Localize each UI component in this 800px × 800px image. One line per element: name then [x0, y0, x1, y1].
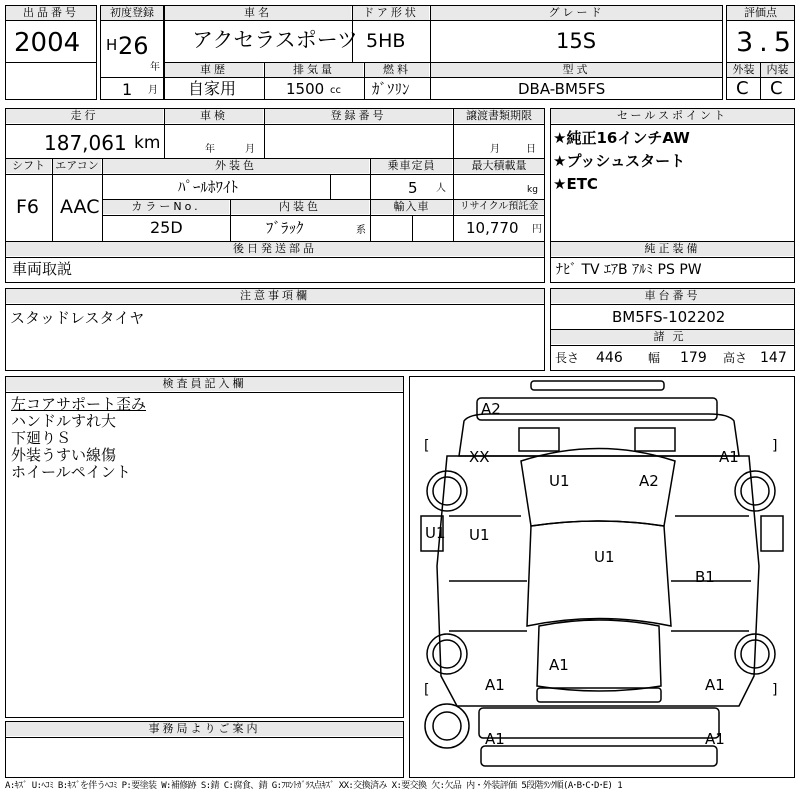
max-load-header: 最大積載量 — [454, 159, 544, 173]
transfer-month-unit: 月 — [490, 144, 500, 155]
damage-mark: A1 — [705, 730, 725, 748]
damage-mark: U1 — [549, 472, 570, 490]
color-number: 25D — [150, 218, 183, 237]
damage-mark: A2 — [481, 400, 501, 418]
first-registration-year-unit: 年 — [150, 62, 160, 73]
fuel: ｶﾞｿﾘﾝ — [372, 80, 410, 98]
model-header: 型式 — [431, 63, 722, 77]
interior-color: ﾌﾞﾗｯｸ — [266, 219, 304, 237]
width-value: 179 — [680, 350, 707, 366]
displacement-header: 排気量 — [265, 63, 363, 77]
doors-header: ドア形状 — [353, 6, 429, 20]
vehicle-history: 自家用 — [188, 79, 237, 98]
sales-point-2: ★プッシュスタート — [553, 152, 686, 170]
damage-mark: A1 — [705, 676, 725, 694]
inspector-note-1: 左コアサポート歪み — [11, 395, 147, 413]
svg-text:]: ] — [772, 438, 778, 454]
lot-number: 2004 — [14, 28, 81, 58]
first-registration-month: 1 — [122, 80, 133, 99]
genuine-equipment: ﾅﾋﾞ TV ｴｱB ｱﾙﾐ PS PW — [556, 262, 702, 278]
exterior-header: 外装 — [727, 63, 760, 77]
grade-header: グレード — [431, 6, 722, 20]
damage-mark: U1 — [425, 524, 446, 542]
overall-score: 3.5 — [736, 27, 797, 58]
transfer-day-unit: 日 — [526, 144, 536, 155]
later-parts-header: 後日発送部品 — [6, 242, 544, 256]
damage-mark: A2 — [639, 472, 659, 490]
displacement: 1500 — [286, 80, 325, 98]
width-label: 幅 — [648, 351, 661, 365]
mileage-header: 走行 — [6, 109, 163, 123]
inspector-note-4: 外装うすい線傷 — [11, 446, 117, 464]
later-parts: 車両取説 — [12, 260, 73, 278]
damage-mark: A1 — [719, 448, 739, 466]
sales-point-3: ★ETC — [553, 175, 598, 193]
legend: A:ｷｽﾞ U:ﾍｺﾐ B:ｷｽﾞを伴うﾍｺﾐ P:要塗装 W:補修跡 S:錆 C:腐食、錆 G:ﾌﾛﾝﾄｶﾞﾗｽ点ｷｽﾞ XX:交換済み X:要交換 欠:欠品 内・外装評価 5段階ﾗﾝｸ順(A･B･C･D･E) 1 — [5, 781, 623, 791]
top-bumper-line — [531, 381, 664, 390]
damage-mark: A1 — [485, 676, 505, 694]
damage-mark: XX — [469, 448, 490, 466]
front-bumper — [477, 398, 717, 420]
spare-wheel — [425, 704, 469, 748]
transfer-docs-header: 譲渡書類期限 — [454, 109, 544, 123]
exterior-color: ﾊﾟｰﾙﾎﾜｲﾄ — [178, 178, 239, 196]
score-header: 評価点 — [727, 6, 794, 20]
damage-mark: A1 — [549, 656, 569, 674]
capacity: 5 — [408, 179, 418, 197]
lot-number-header: 出品番号 — [6, 6, 96, 20]
door-type: 5HB — [366, 30, 406, 52]
grade: 15S — [556, 29, 597, 53]
notes-text: スタッドレスタイヤ — [10, 309, 145, 327]
color-number-header: カラーNo. — [103, 200, 229, 214]
capacity-unit: 人 — [436, 183, 446, 194]
car-name-header: 車名 — [165, 6, 351, 20]
recycle-unit: 円 — [532, 224, 542, 235]
displacement-unit: cc — [330, 85, 341, 96]
interior-grade: C — [770, 78, 783, 99]
damage-marks — [425, 400, 739, 748]
shift: F6 — [16, 196, 40, 218]
recycle-fee: 10,770 — [466, 219, 519, 237]
inspection-header: 車検 — [165, 109, 263, 123]
svg-text:]: ] — [772, 682, 778, 698]
height-label: 高さ — [723, 351, 748, 365]
capacity-header: 乗車定員 — [371, 159, 452, 173]
registration-number-header: 登録番号 — [265, 109, 452, 123]
height-value: 147 — [760, 350, 787, 366]
chassis-number: BM5FS-102202 — [612, 308, 726, 326]
damage-mark: U1 — [469, 526, 490, 544]
aircon-header: エアコン — [53, 159, 101, 173]
inspector-note-3: 下廻りＳ — [11, 429, 72, 447]
fuel-header: 燃料 — [365, 63, 429, 77]
dimensions-header: 諸元 — [551, 330, 794, 344]
sales-points-header: セールスポイント — [551, 109, 794, 123]
first-registration-header: 初度登録 — [101, 6, 163, 20]
first-registration-month-unit: 月 — [148, 85, 158, 96]
aircon: AAC — [60, 196, 100, 218]
genuine-equipment-header: 純正装備 — [551, 242, 794, 256]
rear-bumper — [537, 688, 661, 702]
svg-text:[: [ — [424, 682, 430, 698]
inspector-header: 検査員記入欄 — [6, 377, 403, 391]
windshield — [527, 521, 671, 626]
notes-header: 注意事項欄 — [6, 289, 544, 303]
exterior-grade: C — [736, 78, 749, 99]
inspection-year-unit: 年 — [205, 144, 215, 155]
length-value: 446 — [596, 350, 623, 366]
first-registration-year: 26 — [118, 32, 149, 60]
sales-point-1: ★純正16インチAW — [553, 129, 690, 147]
length-label: 長さ — [555, 351, 580, 365]
office-info-header: 事務局よりご案内 — [6, 722, 403, 736]
chassis-number-header: 車台番号 — [551, 289, 794, 303]
exterior-color-header: 外装色 — [103, 159, 369, 173]
interior-color-suffix: 系 — [356, 225, 366, 236]
car-name: アクセラスポーツ — [192, 28, 358, 52]
model-code: DBA-BM5FS — [518, 80, 606, 98]
load-unit: kg — [527, 185, 538, 195]
shift-header: シフト — [6, 159, 51, 173]
history-header: 車歴 — [165, 63, 263, 77]
damage-mark: U1 — [594, 548, 615, 566]
interior-color-header: 内装色 — [231, 200, 369, 214]
first-registration-era: H — [106, 36, 118, 54]
inspector-note-2: ハンドルすれ大 — [11, 412, 117, 430]
mileage-unit: km — [134, 133, 161, 153]
interior-header: 内装 — [761, 63, 794, 77]
inspection-month-unit: 月 — [245, 144, 255, 155]
damage-mark: B1 — [695, 568, 715, 586]
damage-mark: A1 — [485, 730, 505, 748]
import-header: 輸入車 — [371, 200, 452, 214]
mileage: 187,061 — [44, 131, 127, 155]
car-damage-diagram — [409, 376, 795, 778]
recycle-header: リサイクル預託金 — [454, 200, 544, 214]
inspector-note-5: ホイールペイント — [11, 463, 131, 481]
svg-text:[: [ — [424, 438, 430, 454]
